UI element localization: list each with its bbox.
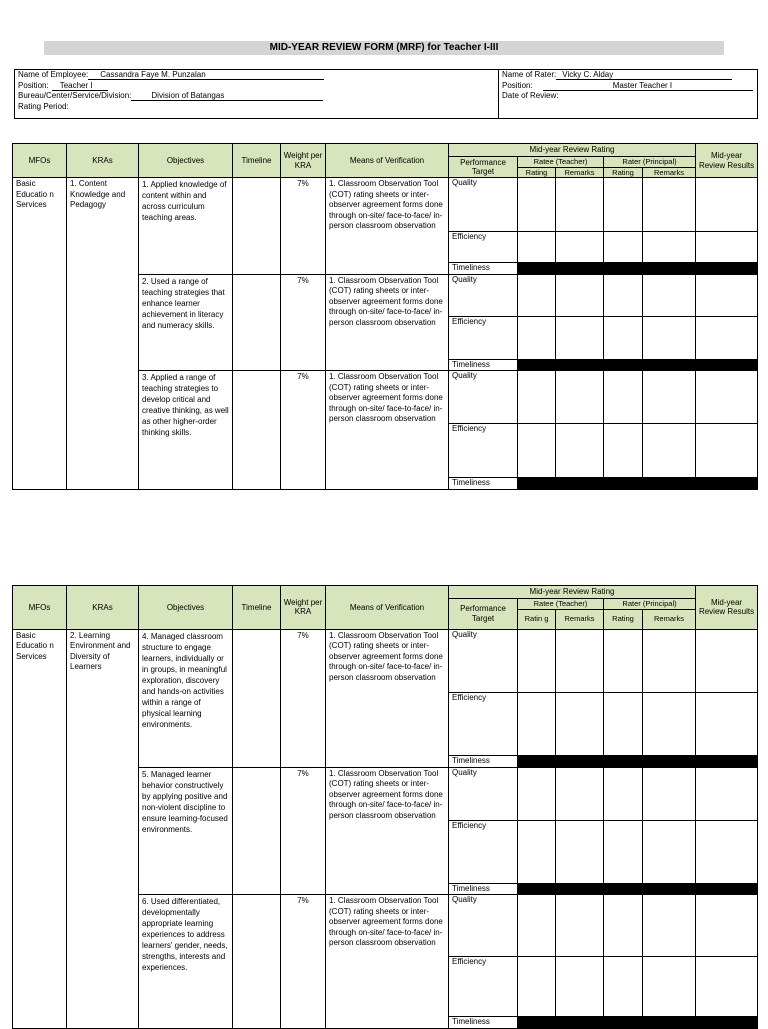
results-cell[interactable] <box>696 767 758 820</box>
target-quality: Quality <box>449 767 518 820</box>
date-of-review-label: Date of Review: <box>502 91 559 100</box>
results-cell[interactable] <box>696 957 758 1017</box>
position-field[interactable]: Teacher I <box>52 81 108 91</box>
means-cell: 1. Classroom Observation Tool (COT) rating sheets or inter-observer agreement forms done through on-site/ face-to-face/ in-person classroom observation <box>326 767 449 895</box>
ratee-rating-cell[interactable] <box>518 820 556 883</box>
target-timeliness: Timeliness <box>449 755 518 767</box>
header-objectives: Objectives <box>139 586 233 630</box>
rater-remarks-cell[interactable] <box>643 274 696 316</box>
objective-cell: 2. Used a range of teaching strategies that enhance learner achievement in literacy and numeracy skills. <box>139 274 233 371</box>
mrf-table-kra2 <box>12 585 758 1029</box>
timeline-cell[interactable] <box>233 274 281 371</box>
header-results: Mid-year Review Results <box>696 144 758 178</box>
rater-rating-cell[interactable] <box>604 178 643 232</box>
header-midyear-rating: Mid-year Review Rating <box>449 144 696 157</box>
rating-period-label: Rating Period: <box>18 101 69 111</box>
ratee-remarks-cell[interactable] <box>556 232 604 263</box>
ratee-rating-cell[interactable] <box>518 424 556 478</box>
rater-rating-cell[interactable] <box>604 820 643 883</box>
target-quality: Quality <box>449 629 518 692</box>
kra-cell: 1. Content Knowledge and Pedagogy <box>67 178 139 490</box>
results-cell[interactable] <box>696 274 758 316</box>
results-cell[interactable] <box>696 371 758 424</box>
target-quality: Quality <box>449 274 518 316</box>
header-rater-rating: Rating <box>604 609 643 629</box>
mfo-cell: Basic Educatio n Services <box>13 178 67 490</box>
rater-rating-cell[interactable] <box>604 629 643 692</box>
results-cell[interactable] <box>696 692 758 755</box>
rater-remarks-cell[interactable] <box>643 424 696 478</box>
means-cell: 1. Classroom Observation Tool (COT) rating sheets or inter-observer agreement forms done through on-site/ face-to-face/ in-person classroom observation <box>326 178 449 275</box>
target-timeliness: Timeliness <box>449 883 518 895</box>
header-ratee-rating: Rating <box>518 167 556 178</box>
header-means: Means of Verification <box>326 586 449 630</box>
ratee-remarks-cell[interactable] <box>556 767 604 820</box>
position-label: Position: <box>18 80 49 90</box>
ratee-rating-cell[interactable] <box>518 316 556 359</box>
rater-position-label: Position: <box>502 80 533 90</box>
header-weight: Weight per KRA <box>281 144 326 178</box>
ratee-rating-cell[interactable] <box>518 629 556 692</box>
rater-rating-cell[interactable] <box>604 767 643 820</box>
bureau-label: Bureau/Center/Service/Division: <box>18 91 132 100</box>
header-timeline: Timeline <box>233 144 281 178</box>
rater-remarks-cell[interactable] <box>643 895 696 957</box>
header-rater-remarks: Remarks <box>643 609 696 629</box>
target-efficiency: Efficiency <box>449 692 518 755</box>
timeliness-blackout <box>518 263 758 275</box>
header-objectives: Objectives <box>139 144 233 178</box>
target-timeliness: Timeliness <box>449 263 518 275</box>
target-quality: Quality <box>449 371 518 424</box>
ratee-remarks-cell[interactable] <box>556 957 604 1017</box>
header-ratee: Ratee (Teacher) <box>518 157 604 168</box>
header-rater-rating: Rating <box>604 167 643 178</box>
means-cell: 1. Classroom Observation Tool (COT) rating sheets or inter-observer agreement forms done through on-site/ face-to-face/ in-person classroom observation <box>326 274 449 371</box>
header-means: Means of Verification <box>326 144 449 178</box>
header-ratee: Ratee (Teacher) <box>518 599 604 610</box>
ratee-rating-cell[interactable] <box>518 232 556 263</box>
weight-cell: 7% <box>281 895 326 1029</box>
target-efficiency: Efficiency <box>449 424 518 478</box>
ratee-remarks-cell[interactable] <box>556 274 604 316</box>
employee-name-field[interactable]: Cassandra Faye M. Punzalan <box>88 70 324 80</box>
objective-cell: 1. Applied knowledge of content within and across curriculum teaching areas. <box>139 178 233 275</box>
weight-cell: 7% <box>281 274 326 371</box>
ratee-rating-cell[interactable] <box>518 895 556 957</box>
timeliness-blackout <box>518 1017 758 1029</box>
rater-remarks-cell[interactable] <box>643 957 696 1017</box>
weight-cell: 7% <box>281 767 326 895</box>
results-cell[interactable] <box>696 895 758 957</box>
header-performance-target: Performance Target <box>449 599 518 630</box>
ratee-remarks-cell[interactable] <box>556 424 604 478</box>
timeliness-blackout <box>518 478 758 490</box>
ratee-rating-cell[interactable] <box>518 178 556 232</box>
header-midyear-rating: Mid-year Review Rating <box>449 586 696 599</box>
header-mfos: MFOs <box>13 144 67 178</box>
target-timeliness: Timeliness <box>449 1017 518 1029</box>
results-cell[interactable] <box>696 629 758 692</box>
rater-remarks-cell[interactable] <box>643 820 696 883</box>
timeline-cell[interactable] <box>233 371 281 490</box>
header-weight: Weight per KRA <box>281 586 326 630</box>
kra-cell: 2. Learning Environment and Diversity of Learners <box>67 629 139 1028</box>
header-performance-target: Performance Target <box>449 157 518 178</box>
header-kras: KRAs <box>67 144 139 178</box>
timeline-cell[interactable] <box>233 895 281 1029</box>
ratee-remarks-cell[interactable] <box>556 820 604 883</box>
header-kras: KRAs <box>67 586 139 630</box>
timeliness-blackout <box>518 755 758 767</box>
ratee-rating-cell[interactable] <box>518 274 556 316</box>
header-ratee-remarks: Remarks <box>556 167 604 178</box>
rater-label: Name of Rater: <box>502 70 557 79</box>
results-cell[interactable] <box>696 424 758 478</box>
timeline-cell[interactable] <box>233 767 281 895</box>
means-cell: 1. Classroom Observation Tool (COT) rating sheets or inter-observer agreement forms done through on-site/ face-to-face/ in-person classroom observation <box>326 629 449 767</box>
ratee-remarks-cell[interactable] <box>556 371 604 424</box>
ratee-remarks-cell[interactable] <box>556 692 604 755</box>
weight-cell: 7% <box>281 178 326 275</box>
rater-remarks-cell[interactable] <box>643 371 696 424</box>
target-efficiency: Efficiency <box>449 820 518 883</box>
results-cell[interactable] <box>696 316 758 359</box>
weight-cell: 7% <box>281 629 326 767</box>
header-ratee-rating: Ratin g <box>518 609 556 629</box>
results-cell[interactable] <box>696 232 758 263</box>
rater-info-right <box>499 70 757 118</box>
ratee-rating-cell[interactable] <box>518 957 556 1017</box>
employee-label: Name of Employee: <box>18 70 89 79</box>
rater-rating-cell[interactable] <box>604 274 643 316</box>
ratee-remarks-cell[interactable] <box>556 316 604 359</box>
target-quality: Quality <box>449 178 518 232</box>
rater-name-field[interactable]: Vicky C. Alday <box>556 70 732 80</box>
header-rater: Rater (Principal) <box>604 599 696 610</box>
rater-remarks-cell[interactable] <box>643 316 696 359</box>
weight-cell: 7% <box>281 371 326 490</box>
objective-cell: 4. Managed classroom structure to engage learners, individually or in groups, in meaningful exploration, discovery and hands-on activities within a range of physical learning environments. <box>139 629 233 767</box>
rater-rating-cell[interactable] <box>604 957 643 1017</box>
timeline-cell[interactable] <box>233 629 281 767</box>
rater-rating-cell[interactable] <box>604 424 643 478</box>
objective-cell: 5. Managed learner behavior constructively by applying positive and non-violent discipline to ensure learning-focused environments. <box>139 767 233 895</box>
mfo-cell: Basic Educatio n Services <box>13 629 67 1028</box>
rater-rating-cell[interactable] <box>604 232 643 263</box>
header-timeline: Timeline <box>233 586 281 630</box>
employee-info-box <box>14 69 758 119</box>
rater-remarks-cell[interactable] <box>643 178 696 232</box>
rater-remarks-cell[interactable] <box>643 692 696 755</box>
rater-remarks-cell[interactable] <box>643 767 696 820</box>
rater-rating-cell[interactable] <box>604 692 643 755</box>
rater-position-field[interactable]: Master Teacher I <box>543 81 753 91</box>
ratee-rating-cell[interactable] <box>518 692 556 755</box>
results-cell[interactable] <box>696 820 758 883</box>
rater-remarks-cell[interactable] <box>643 629 696 692</box>
rater-rating-cell[interactable] <box>604 316 643 359</box>
header-mfos: MFOs <box>13 586 67 630</box>
target-quality: Quality <box>449 895 518 957</box>
target-timeliness: Timeliness <box>449 359 518 371</box>
target-efficiency: Efficiency <box>449 232 518 263</box>
header-results: Mid-year Review Results <box>696 586 758 630</box>
bureau-field[interactable]: Division of Batangas <box>131 91 323 101</box>
ratee-remarks-cell[interactable] <box>556 629 604 692</box>
rater-rating-cell[interactable] <box>604 895 643 957</box>
target-efficiency: Efficiency <box>449 957 518 1017</box>
header-rater: Rater (Principal) <box>604 157 696 168</box>
timeline-cell[interactable] <box>233 178 281 275</box>
rater-remarks-cell[interactable] <box>643 232 696 263</box>
rater-rating-cell[interactable] <box>604 371 643 424</box>
objective-cell: 3. Applied a range of teaching strategies to develop critical and creative thinking, as well as other higher-order thinking skills. <box>139 371 233 490</box>
ratee-remarks-cell[interactable] <box>556 178 604 232</box>
means-cell: 1. Classroom Observation Tool (COT) rating sheets or inter-observer agreement forms done through on-site/ face-to-face/ in-person classroom observation <box>326 371 449 490</box>
employee-info-left <box>15 70 499 118</box>
ratee-rating-cell[interactable] <box>518 371 556 424</box>
ratee-rating-cell[interactable] <box>518 767 556 820</box>
form-title: MID-YEAR REVIEW FORM (MRF) for Teacher I-III <box>44 41 724 55</box>
target-timeliness: Timeliness <box>449 478 518 490</box>
header-rater-remarks: Remarks <box>643 167 696 178</box>
objective-cell: 6. Used differentiated, developmentally appropriate learning experiences to address learners' gender, needs, strengths, interests and experiences. <box>139 895 233 1029</box>
timeliness-blackout <box>518 359 758 371</box>
target-efficiency: Efficiency <box>449 316 518 359</box>
results-cell[interactable] <box>696 178 758 232</box>
mrf-table-kra1 <box>12 143 758 490</box>
header-ratee-remarks: Remarks <box>556 609 604 629</box>
timeliness-blackout <box>518 883 758 895</box>
ratee-remarks-cell[interactable] <box>556 895 604 957</box>
means-cell: 1. Classroom Observation Tool (COT) rating sheets or inter-observer agreement forms done through on-site/ face-to-face/ in-person classroom observation <box>326 895 449 1029</box>
